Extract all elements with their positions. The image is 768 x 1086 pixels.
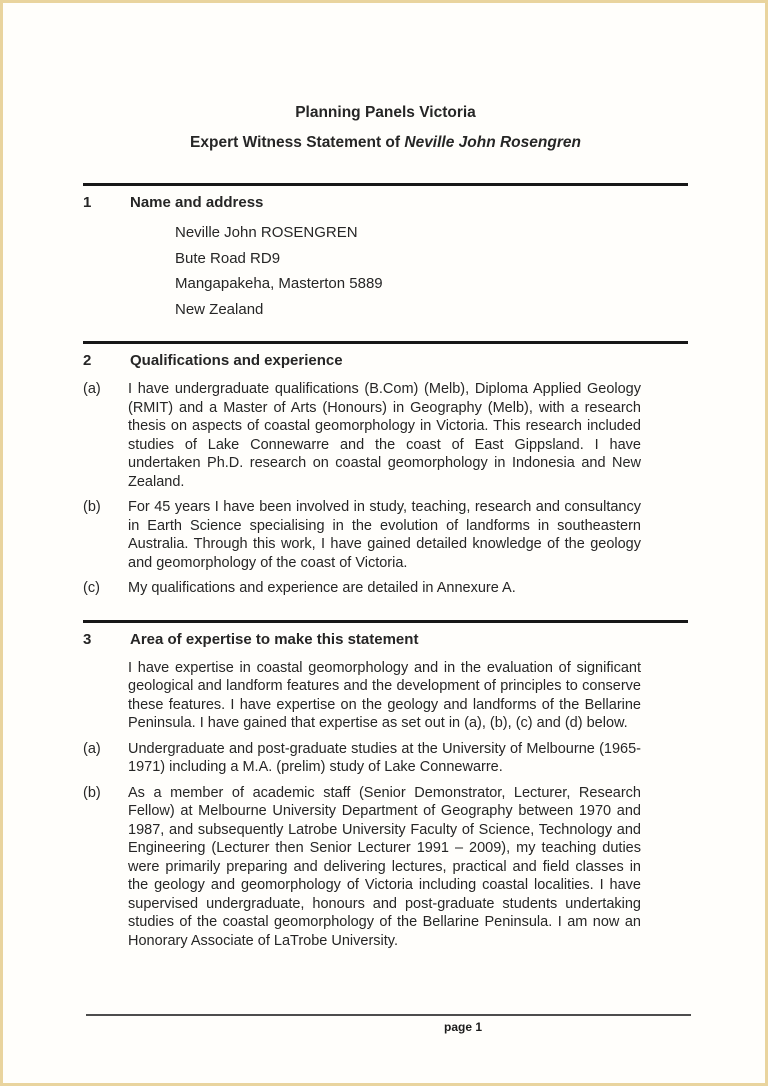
- section-number: 2: [83, 352, 92, 369]
- witness-name: Neville John Rosengren: [404, 134, 581, 151]
- section-1-heading-row: [83, 195, 688, 211]
- document-subtitle: [83, 133, 688, 153]
- item-label: (b): [83, 499, 101, 515]
- address-line: Mangapakeha, Masterton 5889: [175, 275, 383, 292]
- section-divider: [83, 620, 688, 623]
- item-text: My qualifications and experience are detailed in Annexure A.: [128, 580, 516, 596]
- item-text: I have expertise in coastal geomorphology and in the evaluation of significant geological and landform features and the development of principles to conserve these features. I have expertise on the geology and landforms of the Bellarine Peninsula. I have gained that expertise as set out in (a), (b), (c) and (d) below.: [128, 659, 641, 731]
- section-heading: Area of expertise to make this statement: [130, 630, 419, 648]
- section-number: 3: [83, 630, 92, 648]
- address-line: Bute Road RD9: [175, 249, 281, 267]
- item-label: [83, 659, 128, 733]
- address-block: [175, 220, 688, 322]
- list-item: [83, 740, 688, 777]
- item-label: (a): [83, 740, 101, 757]
- item-label: (a): [83, 381, 101, 397]
- item-text: I have undergraduate qualifications (B.Com) (Melb), Diploma Applied Geology (RMIT) and a Master of Arts (Honours) in Geography (Melb), with a research thesis on aspects of coastal geomorphology in Victoria. This research included studies of Lake Connewarre and the coast of East Gippsland. I have undertaken Ph.D. research on coastal geomorphology in Indonesia and New Zealand.: [128, 381, 641, 490]
- item-label: (c): [83, 580, 100, 596]
- list-item: [83, 784, 688, 951]
- section-heading: Name and address: [130, 194, 264, 211]
- section-divider: [83, 183, 688, 186]
- item-label: (b): [83, 784, 101, 801]
- section-3-heading-row: [83, 632, 688, 648]
- section-number: 1: [83, 194, 92, 211]
- item-text: For 45 years I have been involved in study, teaching, research and consultancy in Earth Science specialising in the evolution of landforms in southeastern Australia. Through this work, I have gained detailed knowledge of the geology and geomorphology of the coast of Victoria.: [128, 499, 641, 571]
- list-item: [83, 579, 688, 598]
- item-text: Undergraduate and post-graduate studies at the University of Melbourne (1965-1971) including a M.A. (prelim) study of Lake Connewarre.: [128, 740, 641, 775]
- section-2-heading-row: [83, 353, 688, 369]
- page-number: page 1: [444, 1020, 483, 1034]
- section-heading: Qualifications and experience: [130, 352, 343, 369]
- document-title: Planning Panels Victoria: [295, 104, 476, 121]
- address-line: New Zealand: [175, 300, 264, 318]
- list-item: [83, 659, 688, 733]
- list-item: [83, 498, 688, 572]
- document-title-block: [83, 103, 688, 153]
- section-divider: [83, 341, 688, 344]
- subtitle-prefix: Expert Witness Statement of: [190, 134, 405, 151]
- footer-divider: [86, 1014, 691, 1016]
- address-line: Neville John ROSENGREN: [175, 224, 358, 241]
- list-item: [83, 380, 688, 491]
- document-body: [83, 3, 688, 950]
- item-text: As a member of academic staff (Senior Demonstrator, Lecturer, Research Fellow) at Melbourne University Department of Geography between 1970 and 1987, and subsequently Latrobe University Faculty of Science, Technology and Engineering (Lecturer then Senior Lecturer 1991 – 2009), my teaching duties were primarily preparing and delivering lectures, practical and field classes in the geology and geomorphology of Victoria including coastal localities. I have supervised undergraduate, honours and post-graduate students undertaking studies of the coastal geomorphology of the Bellarine Peninsula. I am now an Honorary Associate of LaTrobe University.: [128, 784, 641, 949]
